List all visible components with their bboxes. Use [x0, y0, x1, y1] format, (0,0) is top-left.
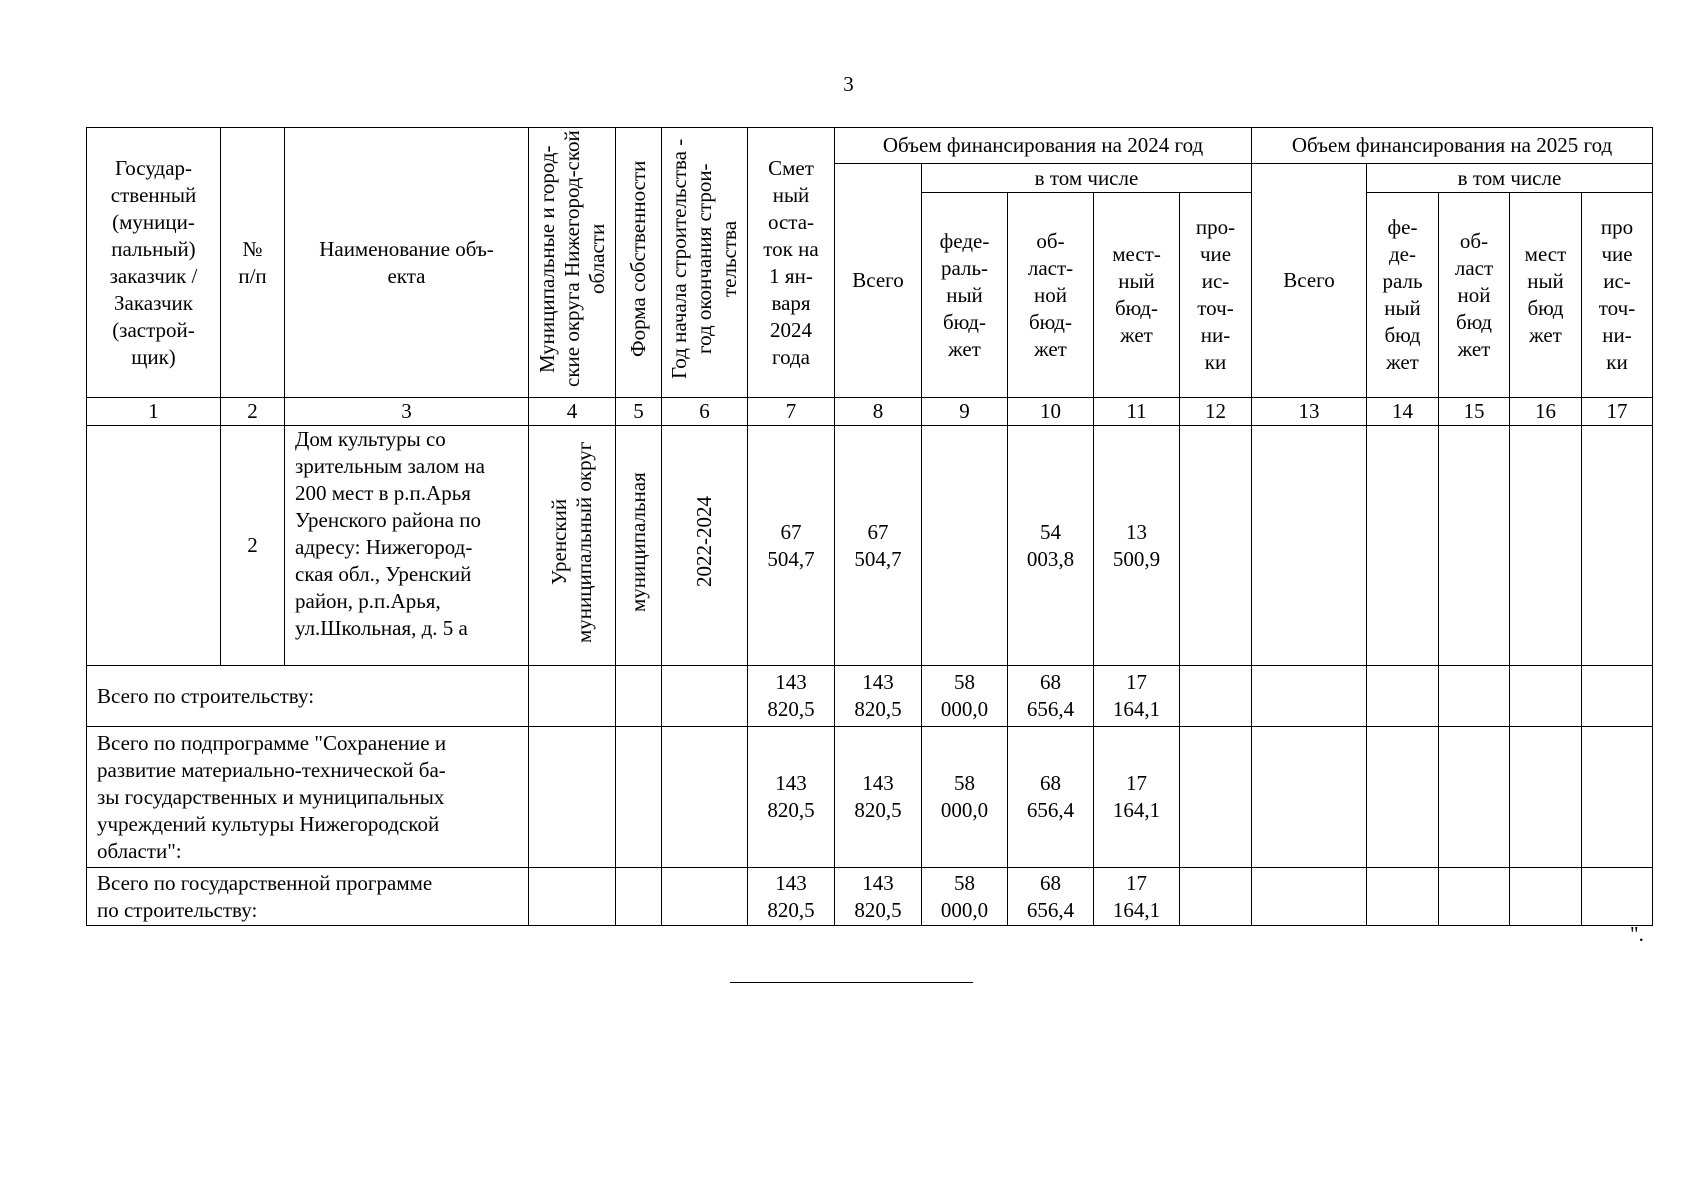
summary-local-2024: 17 164,1: [1094, 868, 1180, 926]
header-funding-2024: Объем финансирования на 2024 год: [835, 128, 1252, 164]
empty-cell: [1367, 868, 1439, 926]
column-number: 5: [616, 398, 662, 426]
header-estimate: Смет ный оста- ток на 1 ян- варя 2024 года: [748, 128, 835, 398]
empty-cell: [1180, 727, 1252, 868]
summary-row: [87, 868, 1653, 926]
header-object-name: Наименование объ- екта: [285, 128, 529, 398]
summary-label: Всего по подпрограмме "Сохранение и развитие материально-технической ба- зы государственных и муниципальных учреждений культуры Нижегородской области":: [87, 727, 529, 868]
summary-local-2024: 17 164,1: [1094, 666, 1180, 727]
header-municipality-cell: [529, 128, 616, 398]
closing-quote-mark: ".: [1630, 922, 1644, 946]
summary-regional-2024: 68 656,4: [1008, 868, 1094, 926]
summary-federal-2024: 58 000,0: [922, 868, 1008, 926]
empty-cell: [1510, 727, 1582, 868]
column-number: 15: [1439, 398, 1510, 426]
object-other-2024: [1180, 426, 1252, 666]
empty-cell: [616, 666, 662, 727]
header-other-2024: про- чие ис- точ- ни- ки: [1180, 193, 1252, 398]
empty-cell: [1510, 666, 1582, 727]
header-funding-2025: Объем финансирования на 2025 год: [1252, 128, 1653, 164]
column-number: 6: [662, 398, 748, 426]
signature-line: [730, 982, 973, 983]
header-regional-2024: об- ласт- ной бюд- жет: [1008, 193, 1094, 398]
empty-cell: [1180, 666, 1252, 727]
page-number: 3: [843, 72, 854, 96]
header-total-2025: Всего: [1252, 164, 1367, 398]
header-total-2024: Всего: [835, 164, 922, 398]
empty-cell: [1252, 727, 1367, 868]
header-ownership: Форма собственности: [626, 160, 650, 358]
summary-estimate: 143 820,5: [748, 868, 835, 926]
column-number: 14: [1367, 398, 1439, 426]
header-including-2025: в том числе: [1367, 164, 1653, 193]
column-number: 12: [1180, 398, 1252, 426]
column-number: 4: [529, 398, 616, 426]
header-years-cell: [662, 128, 748, 398]
summary-federal-2024: 58 000,0: [922, 727, 1008, 868]
object-ownership: муниципальная: [626, 472, 650, 612]
column-number: 13: [1252, 398, 1367, 426]
header-years: Год начала строительства - год окончания строи-тельства: [667, 138, 741, 380]
object-num: 2: [221, 426, 285, 666]
column-number: 10: [1008, 398, 1094, 426]
column-number: 2: [221, 398, 285, 426]
object-other-2025: [1582, 426, 1653, 666]
empty-cell: [662, 666, 748, 727]
column-number: 3: [285, 398, 529, 426]
empty-cell: [529, 666, 616, 727]
empty-cell: [616, 727, 662, 868]
object-local-2025: [1510, 426, 1582, 666]
empty-cell: [1439, 666, 1510, 727]
object-ownership-cell: [616, 426, 662, 666]
empty-cell: [1439, 727, 1510, 868]
summary-local-2024: 17 164,1: [1094, 727, 1180, 868]
empty-cell: [662, 868, 748, 926]
object-local-2024: 13 500,9: [1094, 426, 1180, 666]
summary-label: Всего по государственной программе по строительству:: [87, 868, 529, 926]
empty-cell: [1439, 868, 1510, 926]
empty-cell: [1367, 727, 1439, 868]
header-local-2025: мест ный бюд жет: [1510, 193, 1582, 398]
empty-cell: [1180, 868, 1252, 926]
summary-row: [87, 666, 1653, 727]
empty-cell: [616, 868, 662, 926]
object-federal-2024: [922, 426, 1008, 666]
header-including-2024: в том числе: [922, 164, 1252, 193]
column-number: 8: [835, 398, 922, 426]
header-customer: Государ- ственный (муници- пальный) заказчик / Заказчик (застрой- щик): [87, 128, 221, 398]
object-estimate: 67 504,7: [748, 426, 835, 666]
summary-regional-2024: 68 656,4: [1008, 727, 1094, 868]
empty-cell: [662, 727, 748, 868]
object-years: 2022-2024: [692, 496, 716, 588]
column-number: 11: [1094, 398, 1180, 426]
empty-cell: [529, 727, 616, 868]
object-row: [87, 426, 1653, 666]
empty-cell: [529, 868, 616, 926]
object-regional-2024: 54 003,8: [1008, 426, 1094, 666]
summary-estimate: 143 820,5: [748, 727, 835, 868]
header-federal-2025: фе- де- раль ный бюд жет: [1367, 193, 1439, 398]
header-regional-2025: об- ласт ной бюд жет: [1439, 193, 1510, 398]
empty-cell: [1582, 727, 1653, 868]
summary-total-2024: 143 820,5: [835, 666, 922, 727]
column-number: 9: [922, 398, 1008, 426]
object-regional-2025: [1439, 426, 1510, 666]
object-total-2025: [1252, 426, 1367, 666]
summary-row: [87, 727, 1653, 868]
empty-cell: [1252, 868, 1367, 926]
summary-label: Всего по строительству:: [87, 666, 529, 727]
summary-federal-2024: 58 000,0: [922, 666, 1008, 727]
header-other-2025: про чие ис- точ- ни- ки: [1582, 193, 1653, 398]
column-number: 1: [87, 398, 221, 426]
header-municipality: Муниципальные и город-ские округа Нижегород-ской области: [534, 130, 609, 388]
header-federal-2024: феде- раль- ный бюд- жет: [922, 193, 1008, 398]
summary-total-2024: 143 820,5: [835, 727, 922, 868]
column-number: 16: [1510, 398, 1582, 426]
object-name: Дом культуры со зрительным залом на 200 мест в р.п.Арья Уренского района по адресу: Нижегород- ская обл., Уренский район, р.п.Арья, ул.Школьная, д. 5 а: [285, 426, 529, 666]
object-customer: [87, 426, 221, 666]
object-federal-2025: [1367, 426, 1439, 666]
empty-cell: [1582, 868, 1653, 926]
financing-table: [86, 127, 1653, 926]
empty-cell: [1510, 868, 1582, 926]
object-years-cell: [662, 426, 748, 666]
object-total-2024: 67 504,7: [835, 426, 922, 666]
object-municipality-cell: [529, 426, 616, 666]
column-number: 7: [748, 398, 835, 426]
summary-estimate: 143 820,5: [748, 666, 835, 727]
empty-cell: [1367, 666, 1439, 727]
summary-total-2024: 143 820,5: [835, 868, 922, 926]
header-ownership-cell: [616, 128, 662, 398]
summary-regional-2024: 68 656,4: [1008, 666, 1094, 727]
header-num: № п/п: [221, 128, 285, 398]
column-number: 17: [1582, 398, 1653, 426]
empty-cell: [1582, 666, 1653, 727]
header-local-2024: мест- ный бюд- жет: [1094, 193, 1180, 398]
object-municipality: Уренский муниципальный округ: [547, 441, 596, 643]
empty-cell: [1252, 666, 1367, 727]
